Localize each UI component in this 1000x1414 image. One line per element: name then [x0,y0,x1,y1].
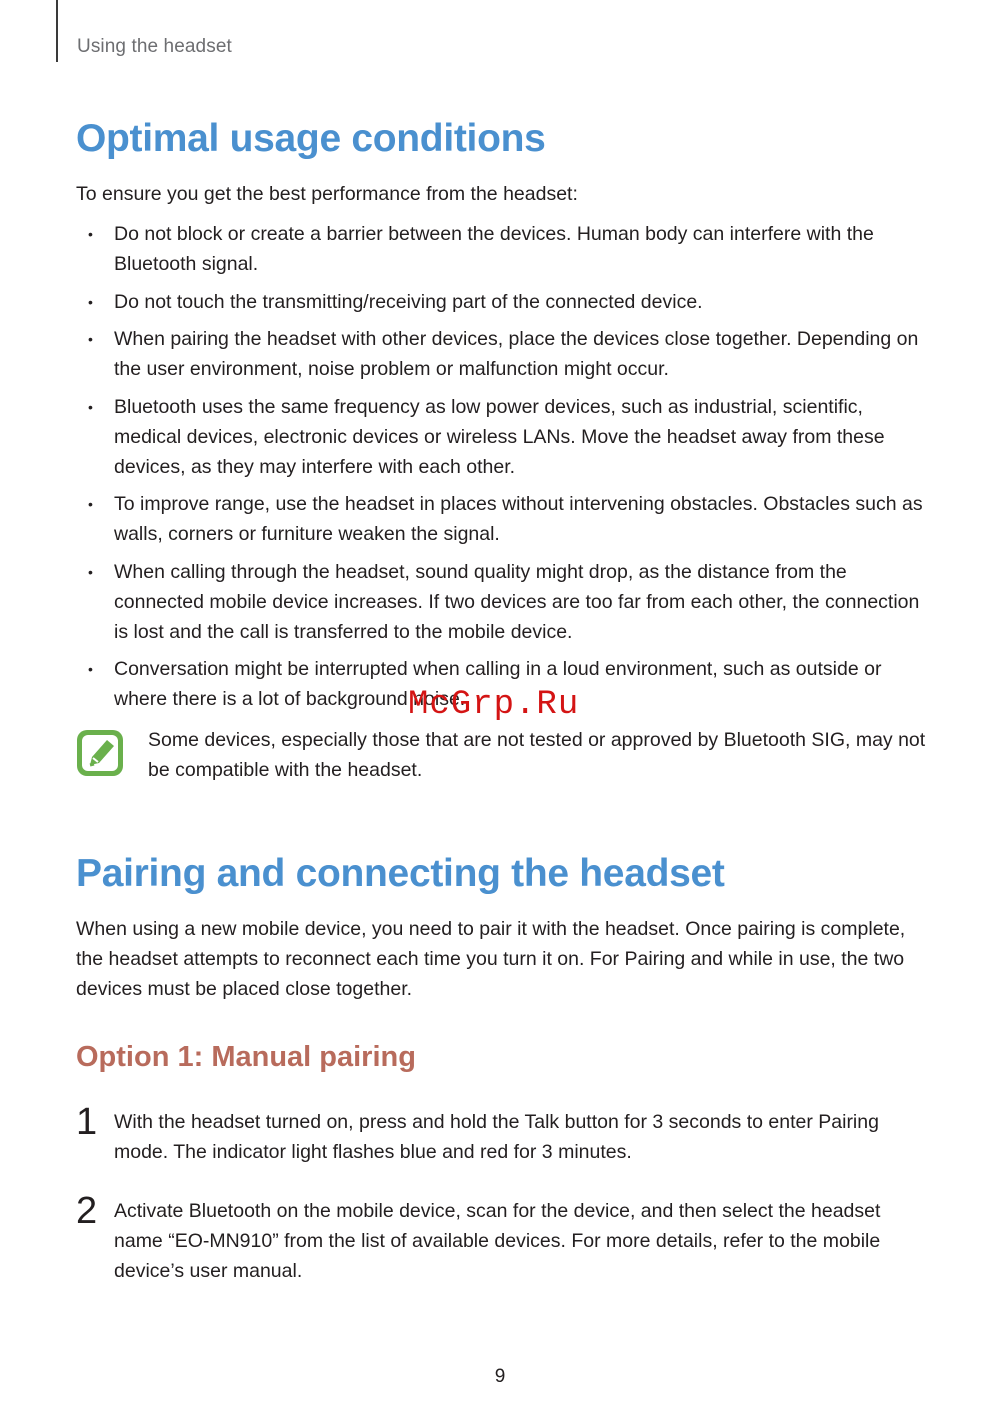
list-item-text: To improve range, use the headset in places without intervening obstacles. Obstacles such as walls, corners or furniture weaken the signal. [114,493,923,545]
step-number: 2 [76,1190,98,1232]
note-pencil-icon [76,729,124,777]
bullet-icon: • [88,226,93,242]
section-title-optimal-usage: Optimal usage conditions [76,117,546,160]
section-intro: To ensure you get the best performance from the headset: [76,183,578,205]
list-item-text: When calling through the headset, sound quality might drop, as the distance from the connected mobile device increases. If two devices are too far from each other, the connection is lost and the call is transferred to the mobile device. [114,560,920,643]
list-item [76,489,926,549]
bullet-icon: • [88,398,93,415]
list-item [76,324,926,384]
step-text: With the headset turned on, press and hold the Talk button for 3 seconds to enter Pairing mode. The indicator light flashes blue and red for 3 minutes. [114,1111,879,1163]
list-item-text: Do not touch the transmitting/receiving part of the connected device. [114,290,703,313]
list-item [76,287,926,317]
list-item-text: When pairing the headset with other devices, place the devices close together. Depending on the user environment, noise problem or malfunction might occur. [114,328,919,380]
section-title-pairing: Pairing and connecting the headset [76,852,725,895]
bullet-icon: • [88,563,93,580]
list-item-text: Conversation might be interrupted when calling in a loud environment, such as outside or where there is a lot of background noise. [114,658,882,710]
subsection-title-manual-pairing: Option 1: Manual pairing [76,1041,416,1073]
pairing-intro: When using a new mobile device, you need to pair it with the headset. Once pairing is complete, the headset attempts to reconnect each time you turn it on. For Pairing and while in use, the two devices must be placed close together. [76,918,906,1000]
bullet-icon: • [88,661,93,677]
page-number: 9 [494,1366,506,1387]
watermark: McGrp.Ru [408,686,580,724]
header-rule [56,0,58,62]
list-item [76,557,926,647]
list-item-text: Bluetooth uses the same frequency as low power devices, such as industrial, scientific, medical devices, electronic devices or wireless LANs. Move the headset away from these devices, as they may interfere with each other. [114,395,885,478]
step-text: Activate Bluetooth on the mobile device, scan for the device, and then select the headset name “EO-MN910” from the list of available devices. For more details, refer to the mobile device’s user manual. [114,1200,881,1282]
bullet-icon: • [88,293,93,310]
running-header: Using the headset [77,36,232,57]
list-item [76,392,926,482]
bullet-icon: • [88,331,93,347]
step-number: 1 [76,1101,98,1143]
usage-conditions-list [76,219,926,722]
list-item-text: Do not block or create a barrier between the devices. Human body can interfere with the Bluetooth signal. [114,223,874,275]
list-item [76,219,926,279]
bullet-icon: • [88,496,93,512]
note-text: Some devices, especially those that are not tested or approved by Bluetooth SIG, may not be compatible with the headset. [148,729,926,781]
